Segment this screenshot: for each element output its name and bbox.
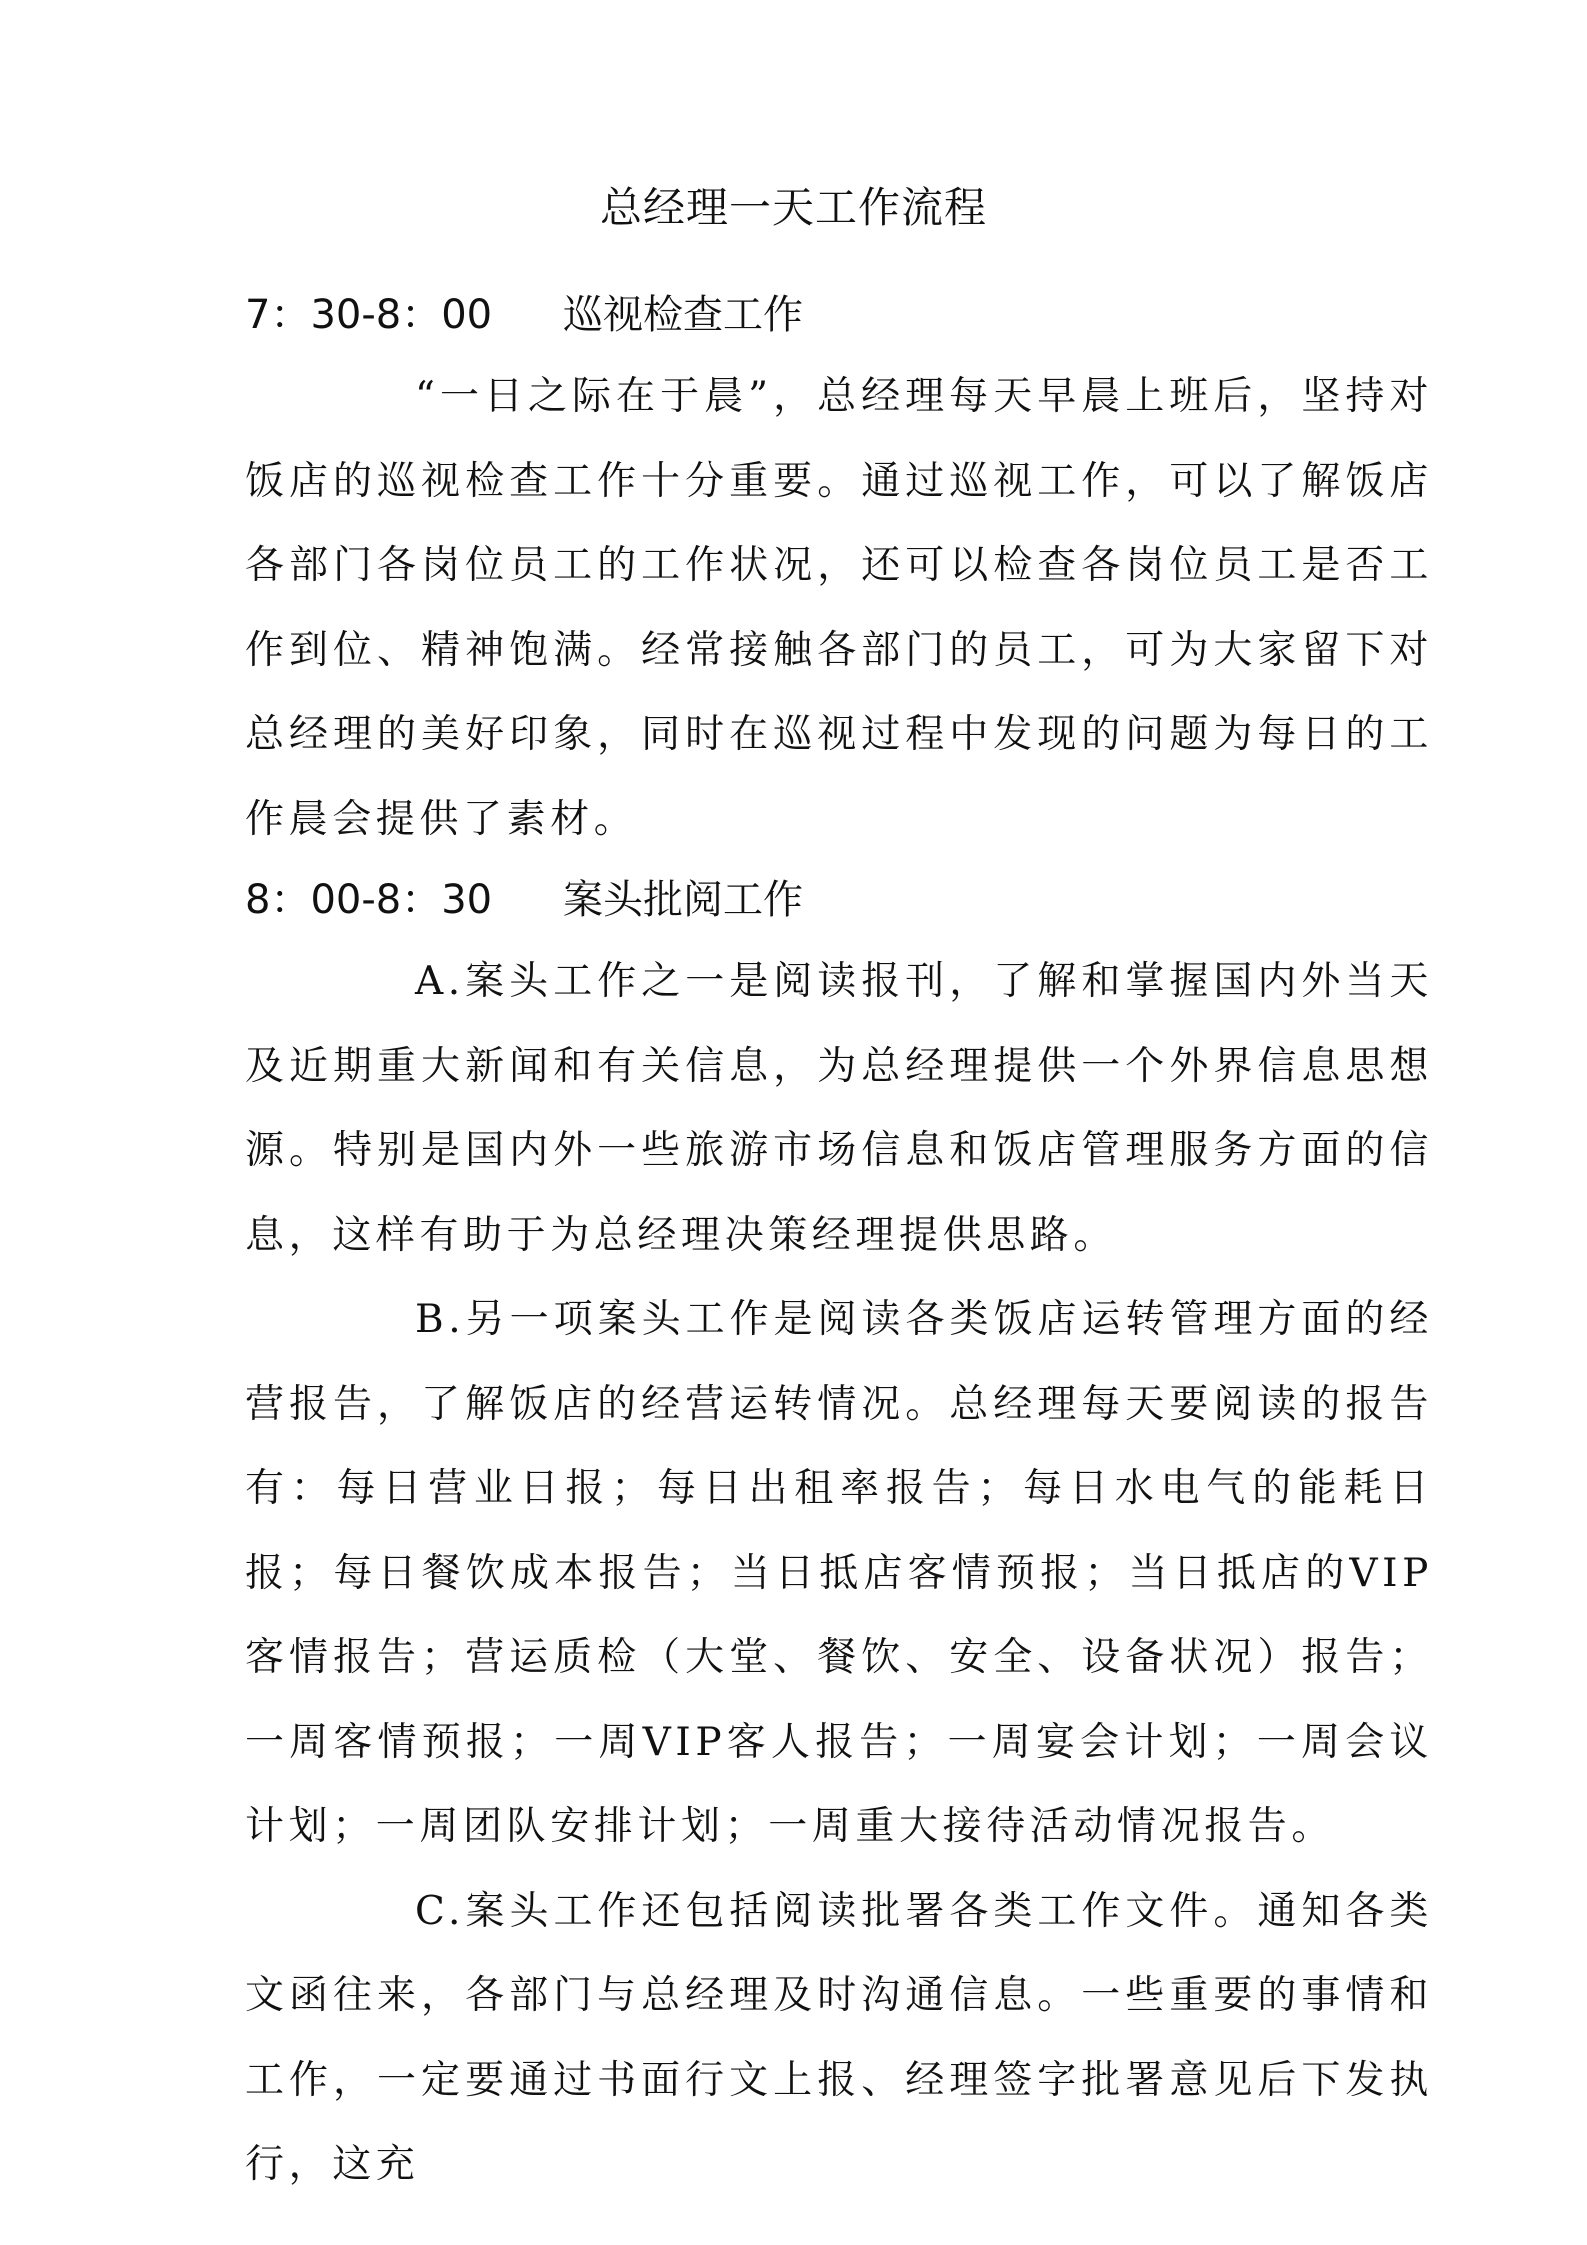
section-time: 8：00-8：30: [245, 877, 493, 923]
section-body-inspection: [245, 355, 1433, 862]
document-title: 总经理一天工作流程: [599, 183, 987, 232]
section-heading-desk-review: [245, 870, 1445, 930]
section-body-desk-review: [245, 940, 1433, 2208]
section-title: 巡视检查工作: [563, 292, 803, 338]
section-heading-inspection: [245, 285, 1445, 345]
paragraph-c: C.案头工作还包括阅读批署各类工作文件。通知各类文函往来，各部门与总经理及时沟通信息。一些重要的事情和工作，一定要通过书面行文上报、经理签字批署意见后下发执行，这充: [245, 1888, 1433, 2187]
section-title: 案头批阅工作: [563, 877, 803, 923]
paragraph-b: B.另一项案头工作是阅读各类饭店运转管理方面的经营报告，了解饭店的经营运转情况。总经理每天要阅读的报告有：每日营业日报；每日出租率报告；每日水电气的能耗日报；每日餐饮成本报告；当日抵店客情预报；当日抵店的VIP客情报告；营运质检（大堂、餐饮、安全、设备状况）报告；一周客情预报；一周VIP客人报告；一周宴会计划；一周会议计划；一周团队安排计划；一周重大接待活动情况报告。: [245, 1297, 1433, 1849]
paragraph-a: A.案头工作之一是阅读报刊，了解和掌握国内外当天及近期重大新闻和有关信息，为总经理提供一个外界信息思想源。特别是国内外一些旅游市场信息和饭店管理服务方面的信息，这样有助于为总经理决策经理提供思路。: [245, 959, 1433, 1258]
paragraph: “一日之际在于晨”，总经理每天早晨上班后，坚持对饭店的巡视检查工作十分重要。通过巡视工作，可以了解饭店各部门各岗位员工的工作状况，还可以检查各岗位员工是否工作到位、精神饱满。经常接触各部门的员工，可为大家留下对总经理的美好印象，同时在巡视过程中发现的问题为每日的工作晨会提供了素材。: [245, 374, 1433, 842]
section-time: 7：30-8：00: [245, 292, 493, 338]
